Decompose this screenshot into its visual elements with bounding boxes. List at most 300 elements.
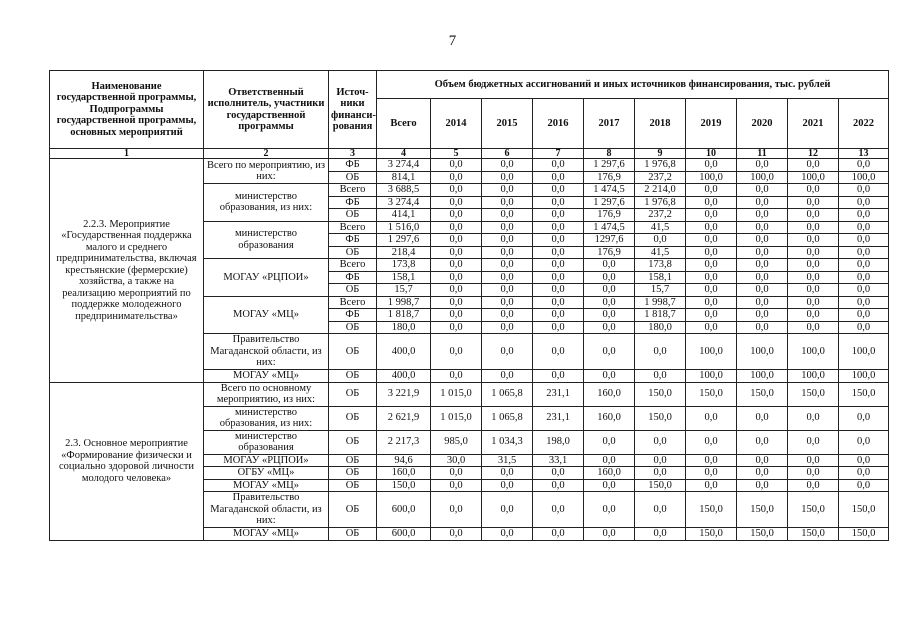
amount-cell: 0,0	[533, 171, 584, 184]
amount-cell: 0,0	[635, 454, 686, 467]
amount-cell: 0,0	[482, 234, 533, 247]
amount-cell: 0,0	[584, 430, 635, 454]
amount-cell: 0,0	[533, 284, 584, 297]
amount-cell: 1 297,6	[377, 234, 431, 247]
header-year: 2016	[533, 99, 584, 149]
source-cell: ОБ	[329, 528, 377, 541]
source-cell: ОБ	[329, 492, 377, 528]
amount-cell: 0,0	[482, 171, 533, 184]
amount-cell: 180,0	[635, 321, 686, 334]
amount-cell: 0,0	[839, 467, 889, 480]
amount-cell: 0,0	[482, 271, 533, 284]
amount-cell: 173,8	[635, 259, 686, 272]
amount-cell: 0,0	[686, 321, 737, 334]
amount-cell: 0,0	[737, 184, 788, 197]
amount-cell: 0,0	[788, 209, 839, 222]
amount-cell: 1 034,3	[482, 430, 533, 454]
amount-cell: 100,0	[788, 370, 839, 383]
amount-cell: 15,7	[377, 284, 431, 297]
column-number: 13	[839, 149, 889, 159]
amount-cell: 1 065,8	[482, 406, 533, 430]
amount-cell: 0,0	[788, 309, 839, 322]
amount-cell: 231,1	[533, 382, 584, 406]
header-year: 2014	[431, 99, 482, 149]
amount-cell: 0,0	[431, 284, 482, 297]
amount-cell: 0,0	[584, 296, 635, 309]
amount-cell: 198,0	[533, 430, 584, 454]
amount-cell: 100,0	[839, 334, 889, 370]
amount-cell: 0,0	[737, 284, 788, 297]
amount-cell: 0,0	[737, 271, 788, 284]
amount-cell: 1 015,0	[431, 406, 482, 430]
amount-cell: 0,0	[686, 259, 737, 272]
amount-cell: 0,0	[839, 284, 889, 297]
header-executor: Ответственный исполнитель, участники государственной программы	[204, 71, 329, 149]
amount-cell: 0,0	[431, 271, 482, 284]
executor-cell: МОГАУ «МЦ»	[204, 296, 329, 334]
amount-cell: 150,0	[737, 528, 788, 541]
amount-cell: 1 818,7	[635, 309, 686, 322]
amount-cell: 0,0	[482, 492, 533, 528]
amount-cell: 0,0	[533, 159, 584, 172]
amount-cell: 0,0	[482, 184, 533, 197]
amount-cell: 0,0	[533, 528, 584, 541]
amount-cell: 0,0	[533, 259, 584, 272]
amount-cell: 15,7	[635, 284, 686, 297]
source-cell: Всего	[329, 296, 377, 309]
amount-cell: 0,0	[431, 234, 482, 247]
amount-cell: 0,0	[788, 259, 839, 272]
amount-cell: 150,0	[737, 382, 788, 406]
source-cell: ОБ	[329, 467, 377, 480]
budget-table	[49, 70, 889, 541]
amount-cell: 160,0	[584, 406, 635, 430]
amount-cell: 0,0	[839, 309, 889, 322]
amount-cell: 0,0	[788, 184, 839, 197]
amount-cell: 0,0	[584, 321, 635, 334]
amount-cell: 3 688,5	[377, 184, 431, 197]
amount-cell: 0,0	[839, 479, 889, 492]
measure-name: 2.3. Основное мероприятие «Формирование физически и социально здоровой личности молодого человека»	[50, 382, 204, 540]
amount-cell: 0,0	[533, 334, 584, 370]
executor-cell: министерство образования, из них:	[204, 406, 329, 430]
amount-cell: 0,0	[635, 492, 686, 528]
header-year: 2018	[635, 99, 686, 149]
amount-cell: 0,0	[584, 454, 635, 467]
amount-cell: 0,0	[482, 209, 533, 222]
amount-cell: 0,0	[635, 467, 686, 480]
amount-cell: 0,0	[482, 196, 533, 209]
header-year: 2019	[686, 99, 737, 149]
column-number: 6	[482, 149, 533, 159]
amount-cell: 0,0	[737, 467, 788, 480]
amount-cell: 158,1	[635, 271, 686, 284]
amount-cell: 0,0	[431, 246, 482, 259]
amount-cell: 0,0	[737, 234, 788, 247]
amount-cell: 100,0	[788, 171, 839, 184]
amount-cell: 0,0	[431, 259, 482, 272]
page-number: 7	[448, 33, 457, 49]
amount-cell: 0,0	[533, 209, 584, 222]
amount-cell: 100,0	[839, 370, 889, 383]
amount-cell: 2 621,9	[377, 406, 431, 430]
header-year: 2020	[737, 99, 788, 149]
amount-cell: 0,0	[431, 221, 482, 234]
amount-cell: 0,0	[431, 309, 482, 322]
header-year: 2022	[839, 99, 889, 149]
amount-cell: 0,0	[839, 196, 889, 209]
amount-cell: 0,0	[788, 467, 839, 480]
amount-cell: 150,0	[686, 492, 737, 528]
amount-cell: 0,0	[839, 406, 889, 430]
amount-cell: 0,0	[788, 196, 839, 209]
executor-cell: МОГАУ «РЦПОИ»	[204, 454, 329, 467]
amount-cell: 0,0	[533, 479, 584, 492]
column-number: 7	[533, 149, 584, 159]
amount-cell: 0,0	[482, 296, 533, 309]
source-cell: ОБ	[329, 430, 377, 454]
source-cell: ОБ	[329, 171, 377, 184]
amount-cell: 0,0	[737, 406, 788, 430]
column-number: 3	[329, 149, 377, 159]
amount-cell: 0,0	[686, 467, 737, 480]
amount-cell: 0,0	[737, 296, 788, 309]
amount-cell: 1297,6	[584, 234, 635, 247]
amount-cell: 237,2	[635, 171, 686, 184]
amount-cell: 150,0	[788, 382, 839, 406]
amount-cell: 1 297,6	[584, 196, 635, 209]
source-cell: ФБ	[329, 309, 377, 322]
amount-cell: 0,0	[584, 284, 635, 297]
amount-cell: 0,0	[788, 321, 839, 334]
amount-cell: 0,0	[839, 246, 889, 259]
amount-cell: 0,0	[788, 430, 839, 454]
amount-cell: 3 274,4	[377, 196, 431, 209]
column-number: 4	[377, 149, 431, 159]
amount-cell: 0,0	[686, 309, 737, 322]
amount-cell: 0,0	[686, 184, 737, 197]
source-cell: ОБ	[329, 370, 377, 383]
amount-cell: 1 474,5	[584, 184, 635, 197]
amount-cell: 0,0	[788, 454, 839, 467]
header-year: 2015	[482, 99, 533, 149]
amount-cell: 0,0	[737, 209, 788, 222]
amount-cell: 0,0	[839, 234, 889, 247]
amount-cell: 176,9	[584, 246, 635, 259]
amount-cell: 0,0	[584, 370, 635, 383]
amount-cell: 180,0	[377, 321, 431, 334]
amount-cell: 0,0	[635, 234, 686, 247]
amount-cell: 0,0	[482, 221, 533, 234]
executor-cell: министерство образования, из них:	[204, 184, 329, 222]
amount-cell: 0,0	[737, 259, 788, 272]
amount-cell: 176,9	[584, 171, 635, 184]
executor-cell: Всего по основному мероприятию, из них:	[204, 382, 329, 406]
amount-cell: 0,0	[431, 159, 482, 172]
executor-cell: министерство образования	[204, 430, 329, 454]
amount-cell: 0,0	[839, 321, 889, 334]
amount-cell: 3 274,4	[377, 159, 431, 172]
amount-cell: 150,0	[839, 382, 889, 406]
amount-cell: 0,0	[533, 467, 584, 480]
amount-cell: 100,0	[686, 171, 737, 184]
amount-cell: 0,0	[431, 196, 482, 209]
table-row	[50, 159, 889, 172]
amount-cell: 0,0	[788, 406, 839, 430]
executor-cell: МОГАУ «РЦПОИ»	[204, 259, 329, 297]
amount-cell: 0,0	[686, 479, 737, 492]
amount-cell: 0,0	[431, 184, 482, 197]
amount-cell: 150,0	[839, 528, 889, 541]
amount-cell: 0,0	[737, 309, 788, 322]
measure-name: 2.2.3. Мероприятие «Государственная поддержка малого и среднего предпринимательства, включая крестьянские (фермерские) хозяйства, а также на реализацию мероприятий по поддержке молодежного предпринимательства»	[50, 159, 204, 383]
amount-cell: 0,0	[686, 159, 737, 172]
column-number: 2	[204, 149, 329, 159]
amount-cell: 1 015,0	[431, 382, 482, 406]
amount-cell: 173,8	[377, 259, 431, 272]
amount-cell: 0,0	[533, 370, 584, 383]
amount-cell: 0,0	[482, 321, 533, 334]
amount-cell: 0,0	[584, 309, 635, 322]
amount-cell: 158,1	[377, 271, 431, 284]
amount-cell: 0,0	[737, 196, 788, 209]
amount-cell: 0,0	[482, 246, 533, 259]
source-cell: Всего	[329, 184, 377, 197]
amount-cell: 414,1	[377, 209, 431, 222]
amount-cell: 0,0	[737, 479, 788, 492]
source-cell: ФБ	[329, 196, 377, 209]
source-cell: Всего	[329, 221, 377, 234]
amount-cell: 3 221,9	[377, 382, 431, 406]
amount-cell: 100,0	[686, 370, 737, 383]
amount-cell: 0,0	[788, 221, 839, 234]
amount-cell: 0,0	[431, 296, 482, 309]
amount-cell: 0,0	[686, 196, 737, 209]
amount-cell: 0,0	[788, 284, 839, 297]
amount-cell: 1 976,8	[635, 196, 686, 209]
amount-cell: 100,0	[839, 171, 889, 184]
amount-cell: 150,0	[686, 528, 737, 541]
amount-cell: 0,0	[839, 430, 889, 454]
amount-cell: 0,0	[431, 528, 482, 541]
amount-cell: 1 065,8	[482, 382, 533, 406]
amount-cell: 0,0	[737, 430, 788, 454]
amount-cell: 0,0	[839, 259, 889, 272]
source-cell: ОБ	[329, 321, 377, 334]
source-cell: ОБ	[329, 406, 377, 430]
amount-cell: 150,0	[377, 479, 431, 492]
amount-cell: 0,0	[482, 334, 533, 370]
amount-cell: 0,0	[686, 246, 737, 259]
amount-cell: 0,0	[686, 430, 737, 454]
amount-cell: 1 818,7	[377, 309, 431, 322]
amount-cell: 0,0	[686, 271, 737, 284]
amount-cell: 0,0	[839, 159, 889, 172]
amount-cell: 0,0	[584, 479, 635, 492]
header-year: 2021	[788, 99, 839, 149]
amount-cell: 0,0	[635, 430, 686, 454]
amount-cell: 814,1	[377, 171, 431, 184]
amount-cell: 0,0	[584, 259, 635, 272]
amount-cell: 0,0	[533, 309, 584, 322]
amount-cell: 0,0	[788, 159, 839, 172]
executor-cell: Всего по мероприятию, из них:	[204, 159, 329, 184]
amount-cell: 150,0	[788, 528, 839, 541]
amount-cell: 0,0	[635, 334, 686, 370]
amount-cell: 2 214,0	[635, 184, 686, 197]
header-name: Наименование государственной программы, Подпрограммы государственной программы, основных мероприятий	[50, 71, 204, 149]
amount-cell: 218,4	[377, 246, 431, 259]
amount-cell: 0,0	[737, 221, 788, 234]
source-cell: Всего	[329, 259, 377, 272]
amount-cell: 94,6	[377, 454, 431, 467]
amount-cell: 0,0	[686, 454, 737, 467]
column-number: 12	[788, 149, 839, 159]
source-cell: ОБ	[329, 284, 377, 297]
amount-cell: 0,0	[737, 454, 788, 467]
amount-cell: 0,0	[431, 370, 482, 383]
amount-cell: 160,0	[377, 467, 431, 480]
amount-cell: 0,0	[431, 479, 482, 492]
amount-cell: 1 297,6	[584, 159, 635, 172]
amount-cell: 100,0	[737, 171, 788, 184]
executor-cell: МОГАУ «МЦ»	[204, 479, 329, 492]
amount-cell: 0,0	[482, 528, 533, 541]
amount-cell: 150,0	[635, 406, 686, 430]
amount-cell: 0,0	[482, 370, 533, 383]
amount-cell: 0,0	[533, 221, 584, 234]
amount-cell: 150,0	[635, 479, 686, 492]
amount-cell: 33,1	[533, 454, 584, 467]
amount-cell: 100,0	[737, 334, 788, 370]
column-number: 11	[737, 149, 788, 159]
amount-cell: 0,0	[431, 492, 482, 528]
executor-cell: МОГАУ «МЦ»	[204, 370, 329, 383]
source-cell: ОБ	[329, 479, 377, 492]
amount-cell: 0,0	[788, 296, 839, 309]
amount-cell: 0,0	[482, 259, 533, 272]
amount-cell: 1 998,7	[635, 296, 686, 309]
amount-cell: 0,0	[788, 246, 839, 259]
amount-cell: 400,0	[377, 370, 431, 383]
amount-cell: 0,0	[482, 467, 533, 480]
amount-cell: 0,0	[431, 321, 482, 334]
source-cell: ФБ	[329, 159, 377, 172]
amount-cell: 160,0	[584, 467, 635, 480]
amount-cell: 0,0	[584, 492, 635, 528]
column-number: 5	[431, 149, 482, 159]
amount-cell: 150,0	[788, 492, 839, 528]
column-number: 10	[686, 149, 737, 159]
amount-cell: 0,0	[737, 246, 788, 259]
amount-cell: 0,0	[686, 296, 737, 309]
amount-cell: 0,0	[533, 184, 584, 197]
amount-cell: 0,0	[686, 284, 737, 297]
source-cell: ФБ	[329, 234, 377, 247]
amount-cell: 0,0	[431, 171, 482, 184]
amount-cell: 150,0	[839, 492, 889, 528]
amount-cell: 985,0	[431, 430, 482, 454]
amount-cell: 0,0	[839, 296, 889, 309]
amount-cell: 0,0	[584, 334, 635, 370]
amount-cell: 0,0	[686, 221, 737, 234]
amount-cell: 1 976,8	[635, 159, 686, 172]
amount-cell: 0,0	[788, 234, 839, 247]
amount-cell: 0,0	[788, 271, 839, 284]
executor-cell: Правительство Магаданской области, из них:	[204, 334, 329, 370]
amount-cell: 0,0	[533, 234, 584, 247]
amount-cell: 2 217,3	[377, 430, 431, 454]
amount-cell: 0,0	[839, 454, 889, 467]
amount-cell: 160,0	[584, 382, 635, 406]
amount-cell: 1 998,7	[377, 296, 431, 309]
source-cell: ОБ	[329, 334, 377, 370]
amount-cell: 0,0	[635, 528, 686, 541]
amount-cell: 0,0	[839, 221, 889, 234]
header-volume: Объем бюджетных ассигнований и иных источников финансирования, тыс. рублей	[377, 71, 889, 99]
amount-cell: 0,0	[839, 271, 889, 284]
amount-cell: 0,0	[686, 209, 737, 222]
amount-cell: 0,0	[635, 370, 686, 383]
source-cell: ОБ	[329, 209, 377, 222]
amount-cell: 0,0	[686, 406, 737, 430]
header-year: Всего	[377, 99, 431, 149]
column-number: 1	[50, 149, 204, 159]
amount-cell: 0,0	[533, 296, 584, 309]
column-number: 9	[635, 149, 686, 159]
amount-cell: 0,0	[839, 209, 889, 222]
source-cell: ОБ	[329, 454, 377, 467]
amount-cell: 0,0	[431, 209, 482, 222]
column-number: 8	[584, 149, 635, 159]
amount-cell: 0,0	[737, 321, 788, 334]
amount-cell: 0,0	[533, 321, 584, 334]
amount-cell: 0,0	[533, 492, 584, 528]
amount-cell: 0,0	[584, 271, 635, 284]
amount-cell: 100,0	[737, 370, 788, 383]
amount-cell: 150,0	[737, 492, 788, 528]
source-cell: ОБ	[329, 246, 377, 259]
amount-cell: 0,0	[431, 467, 482, 480]
executor-cell: министерство образования	[204, 221, 329, 259]
amount-cell: 0,0	[584, 528, 635, 541]
source-cell: ОБ	[329, 382, 377, 406]
amount-cell: 150,0	[686, 382, 737, 406]
amount-cell: 231,1	[533, 406, 584, 430]
amount-cell: 0,0	[482, 284, 533, 297]
amount-cell: 1 474,5	[584, 221, 635, 234]
amount-cell: 0,0	[482, 159, 533, 172]
amount-cell: 0,0	[482, 309, 533, 322]
amount-cell: 41,5	[635, 221, 686, 234]
amount-cell: 30,0	[431, 454, 482, 467]
executor-cell: Правительство Магаданской области, из них:	[204, 492, 329, 528]
amount-cell: 0,0	[533, 246, 584, 259]
amount-cell: 150,0	[635, 382, 686, 406]
amount-cell: 0,0	[788, 479, 839, 492]
amount-cell: 100,0	[686, 334, 737, 370]
amount-cell: 100,0	[788, 334, 839, 370]
table-row	[50, 382, 889, 406]
header-year: 2017	[584, 99, 635, 149]
amount-cell: 41,5	[635, 246, 686, 259]
amount-cell: 0,0	[533, 271, 584, 284]
amount-cell: 176,9	[584, 209, 635, 222]
amount-cell: 0,0	[686, 234, 737, 247]
executor-cell: МОГАУ «МЦ»	[204, 528, 329, 541]
amount-cell: 1 516,0	[377, 221, 431, 234]
amount-cell: 400,0	[377, 334, 431, 370]
